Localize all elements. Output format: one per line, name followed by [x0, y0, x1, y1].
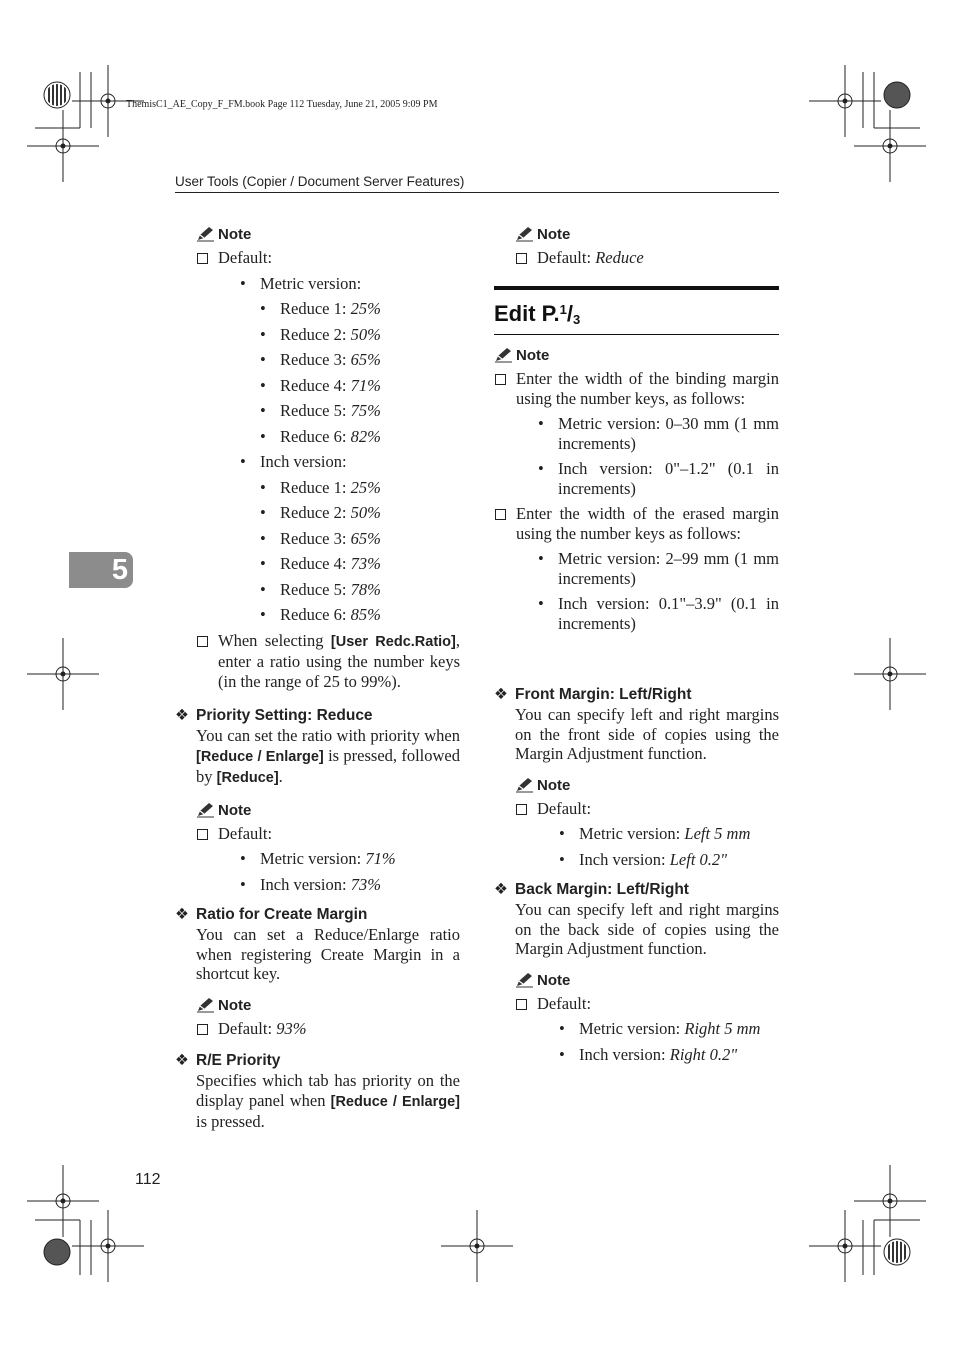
list-item: • Reduce 5: 78% [260, 580, 460, 600]
right-column-margins [494, 684, 779, 1070]
reduce-enlarge-key: [Reduce / Enlarge] [330, 1093, 461, 1110]
file-info: ThemisC1_AE_Copy_F_FM.book Page 112 Tuesday, June 21, 2005 9:09 PM [126, 99, 438, 110]
list-item: • Reduce 4: 71% [260, 376, 460, 396]
note-list [515, 799, 779, 870]
right-column-top [515, 225, 779, 268]
back-margin-description: You can specify left and right margins on the back side of copies using the Margin Adjustment function. [515, 900, 779, 958]
list-item: Default: Reduce [515, 248, 779, 268]
list-item: • Reduce 3: 65% [260, 529, 460, 549]
list-item: • Reduce 1: 25% [260, 478, 460, 498]
header-rule [175, 192, 779, 193]
list-item: • Inch version: Left 0.2" [559, 850, 779, 870]
diamond-icon: ❖ [175, 706, 189, 724]
edit-page-title: Edit $P.^1/_3$ [494, 301, 581, 327]
pencil-icon [515, 226, 534, 242]
note-heading: Note [515, 971, 779, 990]
list-item: • Metric version: Left 5 mm [559, 824, 779, 844]
page-number: 112 [135, 1171, 161, 1188]
section-priority-setting: ❖ Priority Setting: Reduce [175, 706, 373, 724]
list-item: • Inch version: • Reduce 1: 25% • Reduce 2: 50% • Reduce 3: 65% • Reduce 4: 73% • Reduce 5: 78% • Reduce 6: 85% [240, 452, 460, 625]
pencil-icon [494, 347, 513, 363]
diamond-icon: ❖ [494, 880, 508, 898]
diamond-icon: ❖ [175, 905, 189, 923]
reduce-enlarge-key: [Reduce / Enlarge] [196, 748, 324, 765]
note-heading: Note [494, 346, 779, 365]
list-item: • Reduce 2: 50% [260, 503, 460, 523]
note-list [196, 824, 460, 895]
list-item: • Reduce 3: 65% [260, 350, 460, 370]
note-list [515, 248, 779, 268]
re-priority-description: Specifies which tab has priority on the display panel when [Reduce / Enlarge] is pressed. [196, 1071, 461, 1131]
section-ratio-create-margin: ❖ Ratio for Create Margin [175, 905, 368, 923]
list-item: • Reduce 6: 82% [260, 427, 460, 447]
section-re-priority: ❖ R/E Priority [175, 1051, 281, 1069]
right-column-main [494, 346, 779, 639]
edit-page-heading-block [494, 286, 779, 335]
list-item: • Reduce 6: 85% [260, 605, 460, 625]
list-item: • Inch version: 73% [240, 875, 460, 895]
diamond-icon: ❖ [175, 1051, 189, 1069]
running-header: User Tools (Copier / Document Server Features) [175, 174, 465, 189]
pencil-icon [515, 972, 534, 988]
list-item: • Metric version: 71% [240, 849, 460, 869]
ratio-description: You can set a Reduce/Enlarge ratio when registering Create Margin in a shortcut key. [196, 925, 460, 983]
list-item: • Metric version: Right 5 mm [559, 1019, 779, 1039]
pencil-icon [515, 777, 534, 793]
note-heading: Note [515, 225, 779, 244]
note-heading: Note [196, 996, 460, 1015]
list-item: • Metric version: 2–99 mm (1 mm increments) [538, 549, 779, 588]
list-item: • Reduce 2: 50% [260, 325, 460, 345]
note-heading: Note [196, 801, 460, 820]
list-item: • Metric version: 0–30 mm (1 mm increments) [538, 414, 779, 453]
list-item: • Reduce 4: 73% [260, 554, 460, 574]
pencil-icon [196, 802, 215, 818]
diamond-icon: ❖ [494, 685, 508, 703]
list-item: • Inch version: Right 0.2" [559, 1045, 779, 1065]
list-item: Enter the width of the erased margin using the number keys as follows: • Metric version: 2–99 mm (1 mm increments) • Inch version: 0.1"–3.9" (0.1 in increments) [494, 504, 779, 633]
list-item: Default: • Metric version: 71% • Inch version: 73% [196, 824, 460, 895]
note-heading: Note [515, 776, 779, 795]
front-margin-description: You can specify left and right margins on the front side of copies using the Margin Adjustment function. [515, 705, 779, 763]
list-item: Enter the width of the binding margin using the number keys, as follows: • Metric version: 0–30 mm (1 mm increments) • Inch version: 0"–1.2" (0.1 in increments) [494, 369, 779, 498]
chapter-number: 5 [111, 554, 128, 586]
note-list [494, 369, 779, 633]
list-item: Default: • Metric version: Right 5 mm • Inch version: Right 0.2" [515, 994, 779, 1065]
list-item: • Inch version: 0.1"–3.9" (0.1 in increments) [538, 594, 779, 633]
note-list [515, 994, 779, 1065]
list-item: Default: 93% [196, 1019, 460, 1039]
list-item: • Reduce 1: 25% [260, 299, 460, 319]
list-item: • Reduce 5: 75% [260, 401, 460, 421]
section-back-margin: ❖ Back Margin: Left/Right [494, 880, 689, 898]
priority-description: You can set the ratio with priority when [Reduce / Enlarge] is pressed, followed by [Reduce]. [196, 726, 461, 786]
list-item: Default: • Metric version: Left 5 mm • Inch version: Left 0.2" [515, 799, 779, 870]
pencil-icon [196, 226, 215, 242]
list-item: • Inch version: 0"–1.2" (0.1 in increments) [538, 459, 779, 498]
pencil-icon [196, 997, 215, 1013]
chapter-tab [69, 552, 133, 588]
section-front-margin: ❖ Front Margin: Left/Right [494, 685, 692, 703]
list-item: Default: • Metric version: • Reduce 1: 25% • Reduce 2: 50% • Reduce 3: 65% • Reduce 4: 71% • Reduce 5: 75% • Reduce 6: 82% • Inch version: • Reduce 1: 25% • Reduce 2: 50% • Reduce 3: 65% • Reduce 4: 73% • Reduce 5: 78% • Reduce 6: 85% [196, 248, 460, 625]
list-item: • Metric version: • Reduce 1: 25% • Reduce 2: 50% • Reduce 3: 65% • Reduce 4: 71% • Reduce 5: 75% • Reduce 6: 82% [240, 274, 460, 447]
note-list [196, 1019, 460, 1039]
note-list [196, 248, 460, 691]
reduce-key: [Reduce] [216, 770, 279, 786]
user-redc-ratio-key: [User Redc.Ratio] [330, 633, 456, 650]
note-heading: Note [196, 225, 460, 244]
left-column [175, 225, 461, 1132]
list-item: When selecting [User Redc.Ratio], enter a ratio using the number keys (in the range of 25 to 99%). [196, 631, 460, 692]
